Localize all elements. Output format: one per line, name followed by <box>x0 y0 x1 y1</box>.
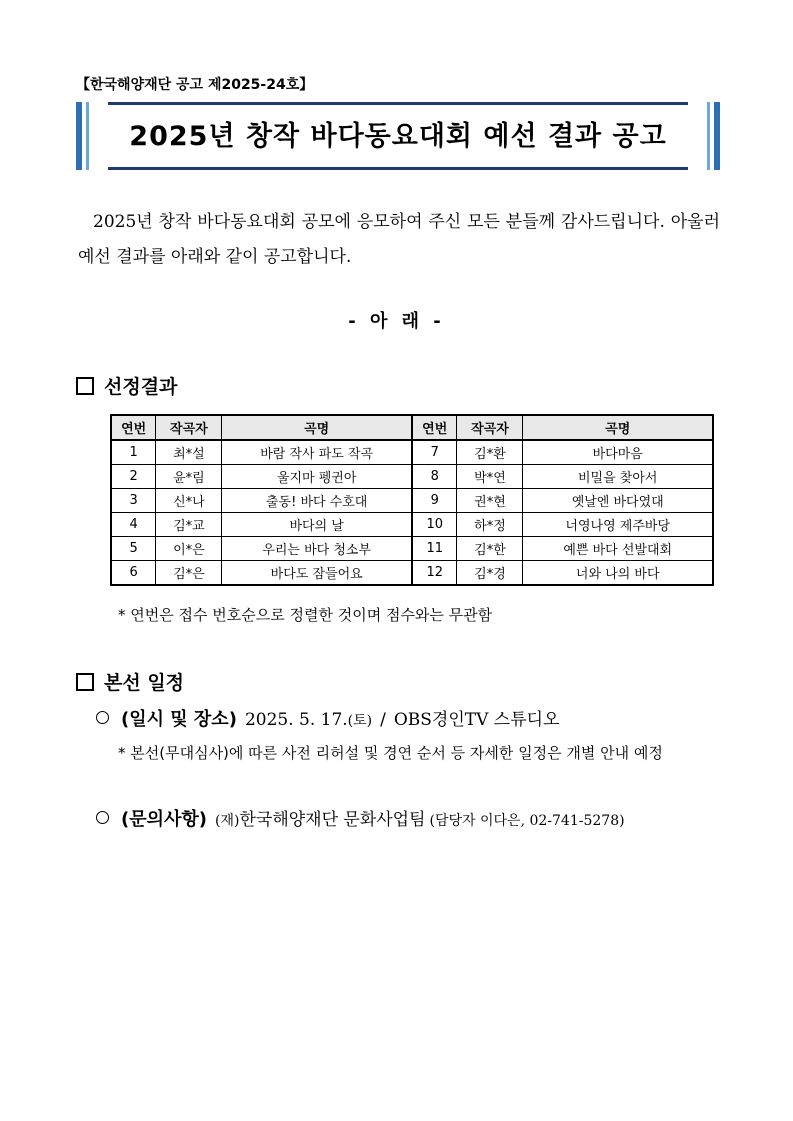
table-cell: 권*현 <box>457 489 523 513</box>
table-cell: 신*나 <box>156 489 222 513</box>
table-cell: 12 <box>412 561 457 586</box>
col-header: 연번 <box>412 415 457 440</box>
table-cell: 윤*림 <box>156 465 222 489</box>
col-header: 작곡자 <box>457 415 523 440</box>
table-cell: 김*한 <box>457 537 523 561</box>
title-top-line <box>108 102 688 105</box>
right-bar-dark <box>714 102 720 170</box>
schedule-label: (일시 및 장소) <box>121 709 237 730</box>
table-cell: 비밀을 찾아서 <box>523 465 713 489</box>
table-cell: 7 <box>412 440 457 465</box>
table-cell: 예쁜 바다 선발대회 <box>523 537 713 561</box>
below-label: - 아 래 - <box>348 311 445 332</box>
table-row <box>111 440 713 465</box>
schedule-note: * 본선(무대심사)에 따른 사전 리허설 및 경연 순서 등 자세한 일정은 개별 안내 예정 <box>118 744 663 762</box>
schedule-place: OBS경인TV 스튜디오 <box>393 710 560 730</box>
results-table <box>110 414 714 586</box>
table-cell: 9 <box>412 489 457 513</box>
contact-item <box>96 805 625 831</box>
contact-org-prefix: (재) <box>215 813 240 829</box>
contact-label: (문의사항) <box>121 809 208 830</box>
table-cell: 4 <box>111 513 156 537</box>
table-header-row <box>111 415 713 440</box>
schedule-weekday: (토) <box>347 713 373 729</box>
table-cell: 1 <box>111 440 156 465</box>
schedule-item <box>96 705 560 731</box>
table-cell: 하*정 <box>457 513 523 537</box>
section-selection-title: 선정결과 <box>104 376 178 398</box>
table-cell: 6 <box>111 561 156 586</box>
table-cell: 김*교 <box>156 513 222 537</box>
schedule-date: 2025. 5. 17. <box>244 710 348 730</box>
title-banner <box>76 102 720 170</box>
table-row <box>111 561 713 586</box>
circle-bullet-icon <box>96 711 109 724</box>
page-title: 2025년 창작 바다동요대회 예선 결과 공고 <box>129 121 667 152</box>
table-cell: 김*환 <box>457 440 523 465</box>
table-row <box>111 537 713 561</box>
table-cell: 5 <box>111 537 156 561</box>
intro-paragraph <box>78 205 720 275</box>
table-cell: 우리는 바다 청소부 <box>222 537 412 561</box>
table-row <box>111 465 713 489</box>
contact-org: 한국해양재단 문화사업팀 <box>239 810 426 830</box>
table-cell: 울지마 펭귄아 <box>222 465 412 489</box>
table-cell: 바다마음 <box>523 440 713 465</box>
table-note: * 연번은 접수 번호순으로 정렬한 것이며 점수와는 무관함 <box>118 606 493 624</box>
table-cell: 너영나영 제주바당 <box>523 513 713 537</box>
table-cell: 출동! 바다 수호대 <box>222 489 412 513</box>
square-bullet-icon <box>76 377 94 395</box>
section-selection-heading <box>76 372 177 399</box>
table-row <box>111 489 713 513</box>
table-cell: 바다의 날 <box>222 513 412 537</box>
intro-text: 2025년 창작 바다동요대회 공모에 응모하여 주신 모든 분들께 감사드립니다. 아울러 예선 결과를 아래와 같이 공고합니다. <box>78 212 720 267</box>
table-cell: 2 <box>111 465 156 489</box>
section-schedule-title: 본선 일정 <box>104 672 185 694</box>
title-bottom-line <box>108 167 688 170</box>
section-schedule-heading <box>76 668 184 695</box>
table-cell: 8 <box>412 465 457 489</box>
table-cell: 너와 나의 바다 <box>523 561 713 586</box>
table-cell: 박*연 <box>457 465 523 489</box>
table-row <box>111 513 713 537</box>
table-cell: 바다도 잠들어요 <box>222 561 412 586</box>
right-bar-light <box>707 102 710 170</box>
document-number: 【한국해양재단 공고 제2025-24호】 <box>76 77 314 93</box>
col-header: 작곡자 <box>156 415 222 440</box>
col-header: 곡명 <box>523 415 713 440</box>
table-cell: 김*은 <box>156 561 222 586</box>
col-header: 곡명 <box>222 415 412 440</box>
contact-person: (담당자 이다은, 02-741-5278) <box>429 813 625 829</box>
table-cell: 바람 작사 파도 작곡 <box>222 440 412 465</box>
square-bullet-icon <box>76 673 94 691</box>
circle-bullet-icon <box>96 811 109 824</box>
table-cell: 11 <box>412 537 457 561</box>
table-cell: 3 <box>111 489 156 513</box>
table-cell: 김*경 <box>457 561 523 586</box>
table-cell: 최*설 <box>156 440 222 465</box>
left-bar-light <box>86 102 89 170</box>
col-header: 연번 <box>111 415 156 440</box>
left-bar-dark <box>76 102 82 170</box>
schedule-separator: / <box>380 710 386 730</box>
table-cell: 10 <box>412 513 457 537</box>
table-cell: 이*은 <box>156 537 222 561</box>
table-cell: 옛날엔 바다였대 <box>523 489 713 513</box>
